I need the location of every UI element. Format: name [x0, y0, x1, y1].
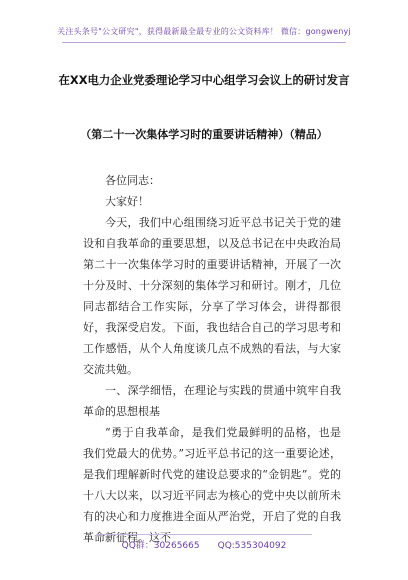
qq-group-text: QQ群：30265665 — [121, 541, 200, 551]
qq-number-text: QQ:535304092 — [217, 541, 287, 551]
document-subtitle: （第二十一次集体学习时的重要讲话精神）（精品） — [80, 128, 328, 141]
document-title: 在XX电力企业党委理论学习中心组学习会议上的研讨发言 — [58, 73, 350, 87]
document-body — [83, 170, 341, 548]
promo-banner-text: 关注头条号"公文研究"，获得最新最全最专业的公文资料库！ 微信：gongwenyj — [57, 27, 351, 36]
header-divider — [62, 42, 346, 43]
page-footer — [0, 538, 408, 551]
page-header — [0, 0, 408, 44]
footer-divider — [96, 534, 312, 535]
body-paragraph: “勇于自我革命，是我们党最鲜明的品格，也是我们党最大的优势。”习近平总书记的这一重要论述，是我们理解新时代党的建设总要求的“金钥匙”。党的十八大以来，以习近平同志为核心的党中央以前所未有的决心和力度推进全面从严治党，开启了党的自我革命新征程。这不 — [83, 426, 341, 544]
intro-paragraph: 今天，我们中心组围绕习近平总书记关于党的建设和自我革命的重要思想，以及总书记在中央政治局第二十一次集体学习时的重要讲话精神，开展了一次十分及时、十分深刻的集体学习和研讨。刚才，几位同志都结合工作实际，分享了学习体会，讲得都很好，我深受启发。下面，我也结合自己的学习思考和工作感悟，从个人角度谈几点不成熟的看法，与大家交流共勉。 — [83, 216, 341, 376]
greeting: 大家好！ — [105, 195, 149, 208]
section-heading-1: 一、深学细悟，在理论与实践的贯通中筑牢自我革命的思想根基 — [83, 384, 341, 418]
salutation: 各位同志： — [105, 174, 160, 187]
